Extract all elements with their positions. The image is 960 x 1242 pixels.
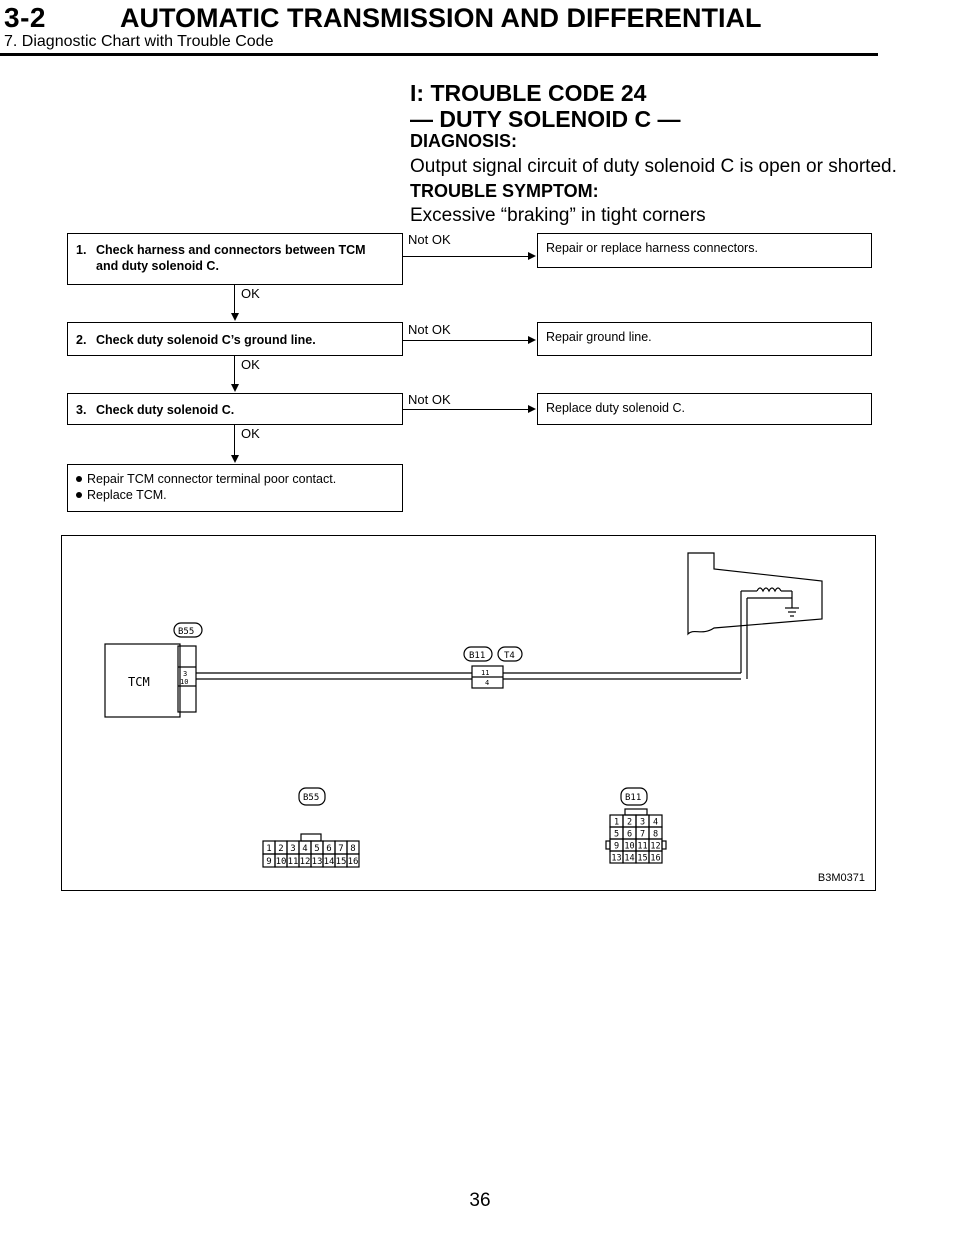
ok-label: OK (241, 286, 260, 301)
ok-label: OK (241, 426, 260, 441)
b11-pin-number: 13 (611, 853, 622, 864)
final-action-box (67, 464, 403, 512)
b55-pin-number: 15 (335, 857, 347, 867)
b55-pin-number: 14 (323, 857, 335, 867)
b11-label: B11 (469, 651, 486, 661)
final-action-text: Repair TCM connector terminal poor contact. (87, 472, 337, 486)
transmission-outline (688, 553, 822, 634)
symptom-label: TROUBLE SYMPTOM: (410, 181, 599, 201)
not-ok-arrow-line (403, 340, 529, 341)
section-code: 3-2 (4, 2, 46, 33)
step-2-action-box (537, 322, 872, 356)
step-text: Check harness and connectors between TCM (96, 243, 366, 257)
b11-pin-number: 7 (639, 829, 646, 840)
b55-connector-face (263, 834, 359, 867)
step-number: 2. (76, 333, 87, 347)
step-1-action-box (537, 233, 872, 268)
b11-connector-face (606, 809, 666, 864)
arrow-down-icon (231, 455, 239, 463)
ok-line (234, 356, 235, 385)
arrow-down-icon (231, 313, 239, 321)
step-3-action-box (537, 393, 872, 425)
ok-label: OK (241, 357, 260, 372)
step-2-box (67, 322, 403, 356)
not-ok-arrow-line (403, 256, 529, 257)
wiring-diagram-svg (62, 536, 875, 890)
b11-pin-number: 6 (626, 829, 633, 840)
step-number: 1. (76, 243, 87, 257)
b55-pin-number: 8 (350, 844, 356, 854)
step-1-box (67, 233, 403, 285)
b11-pin-number: 2 (626, 817, 633, 828)
b55-pin-number: 7 (338, 844, 344, 854)
not-ok-label: Not OK (408, 232, 451, 247)
joint-pin-label: 11 (481, 669, 490, 677)
b55-pin-number: 6 (326, 844, 332, 854)
page-number: 36 (469, 1190, 491, 1211)
diagnosis-text: Output signal circuit of duty solenoid C is open or shorted. (410, 156, 897, 177)
b11-face-label: B11 (625, 793, 642, 803)
b11-pin-number: 14 (624, 853, 635, 864)
page-header-title: AUTOMATIC TRANSMISSION AND DIFFERENTIAL (120, 3, 762, 33)
action-text: Repair ground line. (546, 330, 652, 344)
b55-pin-number: 2 (278, 844, 284, 854)
section-title: I: TROUBLE CODE 24 (410, 80, 647, 106)
b11-pin-number: 3 (639, 817, 646, 828)
b11-pin-number: 4 (652, 817, 659, 828)
b11-pin-number: 15 (637, 853, 648, 864)
b55-pin-number: 3 (290, 844, 296, 854)
ok-line (234, 425, 235, 456)
tcm-pin-label: 3 (183, 670, 188, 678)
arrow-right-icon (528, 336, 536, 344)
b55-pin-number: 16 (347, 857, 359, 867)
not-ok-arrow-line (403, 409, 529, 410)
bullet-icon (76, 492, 82, 498)
final-action-text: Replace TCM. (87, 488, 167, 502)
b55-pin-number: 4 (302, 844, 308, 854)
diagnosis-label: DIAGNOSIS: (410, 131, 518, 151)
step-text-cont: and duty solenoid C. (96, 259, 219, 273)
b55-pin-number: 11 (287, 857, 299, 867)
not-ok-label: Not OK (408, 322, 451, 337)
header-rule (0, 53, 878, 56)
symptom-text: Excessive “braking” in tight corners (410, 205, 706, 226)
b11-pin-number: 12 (650, 841, 661, 852)
b11-pin-number: 11 (637, 841, 648, 852)
wiring-diagram (61, 535, 876, 891)
step-text: Check duty solenoid C. (96, 403, 235, 417)
b55-pin-number: 13 (311, 857, 323, 867)
final-action-item (76, 487, 402, 503)
action-text: Repair or replace harness connectors. (546, 241, 758, 255)
step-3-box (67, 393, 403, 425)
b55-pin-number: 1 (266, 844, 272, 854)
b55-pin-number: 12 (299, 857, 311, 867)
b11-pin-number: 5 (613, 829, 620, 840)
page-header-subtitle: 7. Diagnostic Chart with Trouble Code (4, 33, 274, 50)
action-text: Replace duty solenoid C. (546, 401, 685, 415)
arrow-down-icon (231, 384, 239, 392)
final-action-item (76, 471, 402, 487)
joint-pin-label: 4 (485, 679, 490, 687)
ok-line (234, 285, 235, 314)
b11-pin-number: 1 (613, 817, 620, 828)
tcm-pin-label: 10 (180, 678, 189, 686)
t4-label: T4 (504, 651, 515, 661)
b55-label: B55 (178, 627, 195, 637)
b11-pin-number: 9 (613, 841, 620, 852)
tcm-label: TCM (128, 675, 150, 689)
step-text: Check duty solenoid C’s ground line. (96, 333, 316, 347)
not-ok-label: Not OK (408, 392, 451, 407)
b55-face-label: B55 (303, 793, 320, 803)
arrow-right-icon (528, 252, 536, 260)
solenoid-coil (757, 588, 781, 591)
b11-pin-number: 16 (650, 853, 661, 864)
b55-pin-number: 10 (275, 857, 287, 867)
b11-pin-number: 10 (624, 841, 635, 852)
b11-pin-number: 8 (652, 829, 659, 840)
figure-id: B3M0371 (817, 872, 865, 884)
bullet-icon (76, 476, 82, 482)
b55-pin-number: 9 (266, 857, 272, 867)
step-number: 3. (76, 403, 87, 417)
b55-pin-number: 5 (314, 844, 320, 854)
section-subtitle: — DUTY SOLENOID C — (410, 106, 681, 132)
arrow-right-icon (528, 405, 536, 413)
